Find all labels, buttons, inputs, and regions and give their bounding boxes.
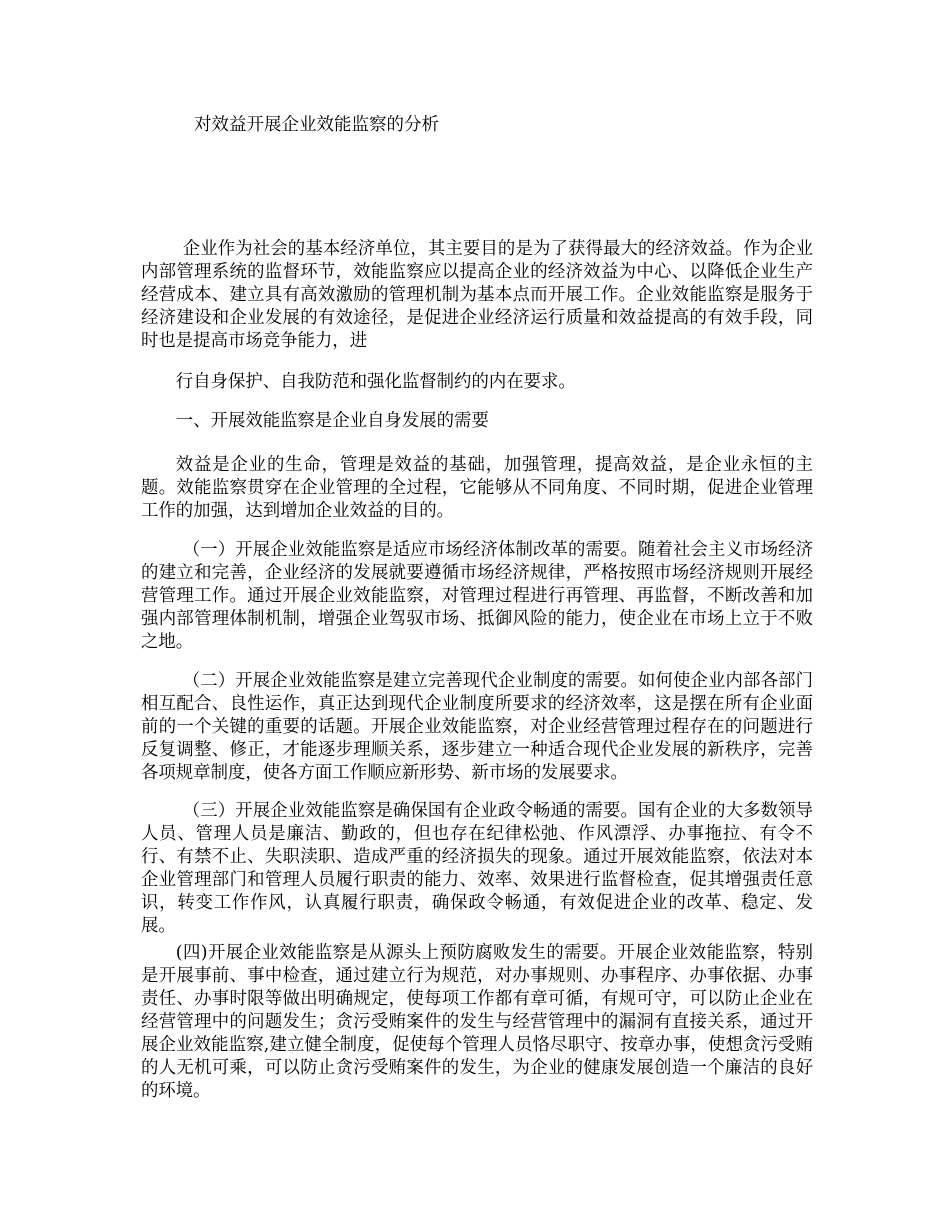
document-title: 对效益开展企业效能监察的分析 xyxy=(194,115,439,135)
section-heading-1: 一、开展效能监察是企业自身发展的需要 xyxy=(175,411,489,431)
paragraph-intro: 企业作为社会的基本经济单位，其主要目的是为了获得最大的经济效益。作为企业内部管理系统的监督环节，效能监察应以提高企业的经济效益为中心、以降低企业生产经营成本、建立具有高效激励的管理机制为基本点而开展工作。企业效能监察是服务于经济建设和企业发展的有效途径，是促进企业经济运行质量和效益提高的有效手段，同时也是提高市场竞争能力，进 xyxy=(141,239,813,351)
paragraph-point-3: （三）开展企业效能监察是确保国有企业政令畅通的需要。国有企业的大多数领导人员、管理人员是廉洁、勤政的，但也存在纪律松弛、作风漂浮、办事拖拉、有令不行、有禁不止、失职渎职、造成严重的经济损失的现象。通过开展效能监察，依法对本企业管理部门和管理人员履行职责的能力、效率、效果进行监督检查，促其增强责任意识，转变工作作风，认真履行职责，确保政令畅通，有效促进企业的改革、稳定、发展。 xyxy=(141,801,813,936)
paragraph-point-2: （二）开展企业效能监察是建立完善现代企业制度的需要。如何使企业内部各部门相互配合、良性运作，真正达到现代企业制度所要求的经济效率，这是摆在所有企业面前的一个关键的重要的话题。开展企业效能监察，对企业经营管理过程存在的问题进行反复调整、修正，才能逐步理顺关系，逐步建立一种适合现代企业发展的新秩序，完善各项规章制度，使各方面工作顺应新形势、新市场的发展要求。 xyxy=(141,671,813,783)
paragraph-point-4: (四)开展企业效能监察是从源头上预防腐败发生的需要。开展企业效能监察，特别是开展事前、事中检查，通过建立行为规范，对办事规则、办事程序、办事依据、办事责任、办事时限等做出明确规定，使每项工作都有章可循，有规可守，可以防止企业在经营管理中的问题发生；贪污受贿案件的发生与经营管理中的漏洞有直接关系，通过开展企业效能监察,建立健全制度，促使每个管理人员恪尽职守、按章办事，使想贪污受贿的人无机可乘，可以防止贪污受贿案件的发生，为企业的健康发展创造一个廉洁的良好的环境。 xyxy=(141,943,813,1101)
paragraph-intro-continuation: 行自身保护、自我防范和强化监督制约的内在要求。 xyxy=(175,372,576,392)
paragraph-efficiency: 效益是企业的生命，管理是效益的基础，加强管理，提高效益，是企业永恒的主题。效能监察贯穿在企业管理的全过程，它能够从不同角度、不同时期，促进企业管理工作的加强，达到增加企业效益的目的。 xyxy=(141,455,813,521)
paragraph-point-1: （一）开展企业效能监察是适应市场经济体制改革的需要。随着社会主义市场经济的建立和完善，企业经济的发展就要遵循市场经济规律，严格按照市场经济规则开展经营管理工作。通过开展企业效能监察，对管理过程进行再管理、再监督，不断改善和加强内部管理体制机制，增强企业驾驭市场、抵御风险的能力，使企业在市场上立于不败之地。 xyxy=(141,540,813,652)
